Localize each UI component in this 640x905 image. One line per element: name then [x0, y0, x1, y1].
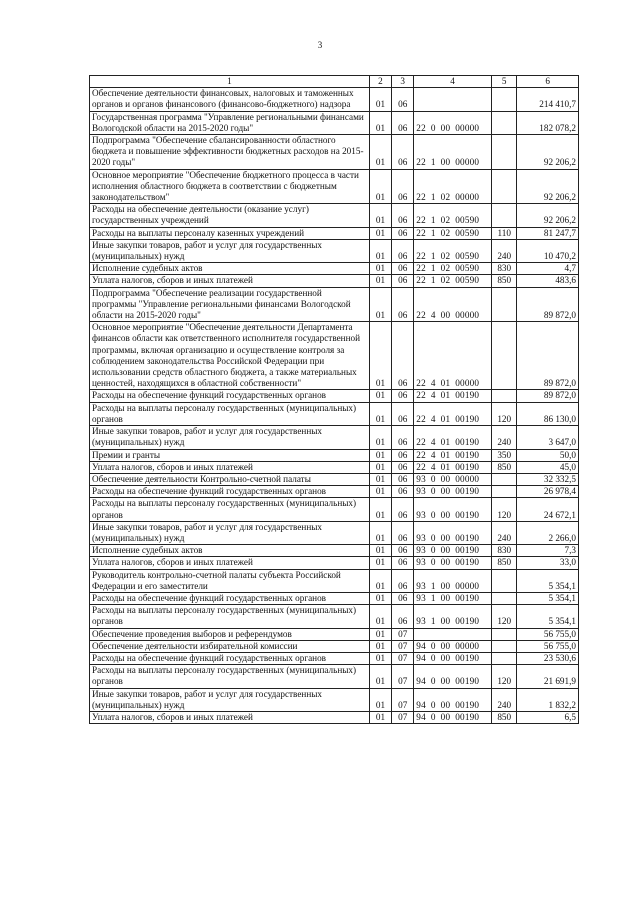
row-name-cell: Расходы на обеспечение функций государственных органов	[90, 486, 370, 498]
row-name-cell: Обеспечение деятельности Контрольно-счетной палаты	[90, 473, 370, 485]
table-row	[90, 605, 579, 628]
row-name-cell: Иные закупки товаров, работ и услуг для государственных (муниципальных) нужд	[90, 521, 370, 544]
row-section-cell: 01	[369, 169, 391, 204]
row-sum-cell: 86 130,0	[517, 402, 579, 425]
row-subsection-cell: 06	[392, 569, 414, 592]
row-section-cell: 01	[369, 88, 391, 111]
row-target-article-cell	[414, 628, 492, 640]
row-section-cell: 01	[369, 227, 391, 239]
row-target-article-cell: 22 0 00 00000	[414, 111, 492, 134]
row-target-article-cell: 22 1 02 00590	[414, 227, 492, 239]
row-expense-type-cell: 240	[492, 239, 517, 262]
row-section-cell: 01	[369, 449, 391, 461]
table-row	[90, 665, 579, 688]
row-expense-type-cell	[492, 169, 517, 204]
row-section-cell: 01	[369, 665, 391, 688]
row-name-cell: Уплата налогов, сборов и иных платежей	[90, 275, 370, 287]
row-target-article-cell: 93 0 00 00190	[414, 545, 492, 557]
row-name-cell: Расходы на обеспечение деятельности (оказание услуг) государственных учреждений	[90, 204, 370, 227]
row-subsection-cell: 06	[392, 486, 414, 498]
row-section-cell: 01	[369, 461, 391, 473]
row-subsection-cell: 07	[392, 711, 414, 723]
table-row	[90, 227, 579, 239]
row-expense-type-cell: 120	[492, 665, 517, 688]
row-section-cell: 01	[369, 628, 391, 640]
row-sum-cell: 5 354,1	[517, 569, 579, 592]
row-sum-cell: 4,7	[517, 263, 579, 275]
row-name-cell: Исполнение судебных актов	[90, 545, 370, 557]
row-section-cell: 01	[369, 557, 391, 569]
row-section-cell: 01	[369, 204, 391, 227]
row-name-cell: Расходы на выплаты персоналу казенных учреждений	[90, 227, 370, 239]
table-row	[90, 390, 579, 402]
row-expense-type-cell	[492, 486, 517, 498]
row-expense-type-cell	[492, 390, 517, 402]
row-target-article-cell: 22 4 01 00190	[414, 402, 492, 425]
row-subsection-cell: 06	[392, 111, 414, 134]
row-name-cell: Расходы на обеспечение функций государственных органов	[90, 652, 370, 664]
table-row	[90, 322, 579, 390]
table-row	[90, 640, 579, 652]
row-sum-cell: 1 832,2	[517, 688, 579, 711]
row-sum-cell: 45,0	[517, 461, 579, 473]
row-subsection-cell: 07	[392, 665, 414, 688]
row-target-article-cell: 93 1 00 00000	[414, 569, 492, 592]
row-target-article-cell: 93 0 00 00000	[414, 473, 492, 485]
row-target-article-cell: 94 0 00 00190	[414, 688, 492, 711]
row-target-article-cell: 22 4 01 00190	[414, 449, 492, 461]
row-subsection-cell: 06	[392, 204, 414, 227]
row-subsection-cell: 06	[392, 426, 414, 449]
row-expense-type-cell: 850	[492, 275, 517, 287]
row-expense-type-cell	[492, 592, 517, 604]
row-section-cell: 01	[369, 111, 391, 134]
row-sum-cell: 5 354,1	[517, 592, 579, 604]
row-expense-type-cell: 850	[492, 557, 517, 569]
row-expense-type-cell: 240	[492, 426, 517, 449]
row-sum-cell: 92 206,2	[517, 169, 579, 204]
row-expense-type-cell	[492, 322, 517, 390]
table-row	[90, 287, 579, 322]
row-expense-type-cell	[492, 135, 517, 170]
row-expense-type-cell	[492, 652, 517, 664]
row-sum-cell: 56 755,0	[517, 628, 579, 640]
row-section-cell: 01	[369, 711, 391, 723]
row-section-cell: 01	[369, 275, 391, 287]
table-row	[90, 521, 579, 544]
row-sum-cell: 10 470,2	[517, 239, 579, 262]
header-col-5: 5	[492, 76, 517, 88]
row-subsection-cell: 06	[392, 461, 414, 473]
row-target-article-cell: 93 0 00 00190	[414, 486, 492, 498]
table-row	[90, 88, 579, 111]
row-sum-cell: 89 872,0	[517, 322, 579, 390]
row-name-cell: Расходы на выплаты персоналу государственных (муниципальных) органов	[90, 665, 370, 688]
table-row	[90, 169, 579, 204]
table-row	[90, 486, 579, 498]
table-row	[90, 239, 579, 262]
row-expense-type-cell: 240	[492, 688, 517, 711]
table-row	[90, 688, 579, 711]
row-expense-type-cell	[492, 287, 517, 322]
row-target-article-cell: 22 4 01 00190	[414, 390, 492, 402]
row-sum-cell: 56 755,0	[517, 640, 579, 652]
row-section-cell: 01	[369, 135, 391, 170]
row-name-cell: Расходы на выплаты персоналу государственных (муниципальных) органов	[90, 402, 370, 425]
row-section-cell: 01	[369, 592, 391, 604]
table-row	[90, 204, 579, 227]
row-name-cell: Премии и гранты	[90, 449, 370, 461]
row-section-cell: 01	[369, 652, 391, 664]
row-subsection-cell: 07	[392, 628, 414, 640]
row-section-cell: 01	[369, 688, 391, 711]
row-section-cell: 01	[369, 521, 391, 544]
row-target-article-cell: 94 0 00 00190	[414, 711, 492, 723]
row-sum-cell: 2 266,0	[517, 521, 579, 544]
row-name-cell: Расходы на обеспечение функций государственных органов	[90, 390, 370, 402]
table-row	[90, 652, 579, 664]
row-subsection-cell: 06	[392, 390, 414, 402]
row-expense-type-cell: 120	[492, 402, 517, 425]
row-target-article-cell: 22 1 02 00590	[414, 275, 492, 287]
row-sum-cell: 92 206,2	[517, 204, 579, 227]
page-number: 3	[317, 40, 323, 50]
row-name-cell: Обеспечение деятельности финансовых, налоговых и таможенных органов и органов финансового (финансово-бюджетного) надзора	[90, 88, 370, 111]
row-name-cell: Подпрограмма "Обеспечение сбалансированности областного бюджета и повышение эффективности бюджетных расходов на 2015-2020 годы"	[90, 135, 370, 170]
row-subsection-cell: 06	[392, 557, 414, 569]
row-section-cell: 01	[369, 545, 391, 557]
row-name-cell: Основное мероприятие "Обеспечение бюджетного процесса в части исполнения областного бюджета в соответствии с бюджетным законодательством"	[90, 169, 370, 204]
table-row	[90, 426, 579, 449]
row-name-cell: Основное мероприятие "Обеспечение деятельности Департамента финансов области как ответственного исполнителя государственной программы, включая организацию и осуществление контроля за соблюдением законодательства Российской Федерации при использовании средств областного бюджета, а также материальных ценностей, находящихся в областной собственности"	[90, 322, 370, 390]
row-target-article-cell: 94 0 00 00000	[414, 640, 492, 652]
row-subsection-cell: 06	[392, 169, 414, 204]
row-name-cell: Подпрограмма "Обеспечение реализации государственной программы "Управление региональными финансами Вологодской области на 2015-2020 годы"	[90, 287, 370, 322]
row-target-article-cell: 22 4 00 00000	[414, 287, 492, 322]
row-expense-type-cell	[492, 569, 517, 592]
row-name-cell: Расходы на обеспечение функций государственных органов	[90, 592, 370, 604]
row-section-cell: 01	[369, 390, 391, 402]
row-sum-cell: 5 354,1	[517, 605, 579, 628]
row-subsection-cell: 07	[392, 640, 414, 652]
row-name-cell: Расходы на выплаты персоналу государственных (муниципальных) органов	[90, 498, 370, 521]
row-expense-type-cell: 350	[492, 449, 517, 461]
row-subsection-cell: 06	[392, 402, 414, 425]
row-expense-type-cell	[492, 111, 517, 134]
row-section-cell: 01	[369, 402, 391, 425]
row-sum-cell: 33,0	[517, 557, 579, 569]
row-section-cell: 01	[369, 239, 391, 262]
row-target-article-cell: 93 0 00 00190	[414, 521, 492, 544]
row-expense-type-cell: 120	[492, 498, 517, 521]
row-name-cell: Расходы на выплаты персоналу государственных (муниципальных) органов	[90, 605, 370, 628]
row-sum-cell: 6,5	[517, 711, 579, 723]
row-target-article-cell: 93 0 00 00190	[414, 498, 492, 521]
table-row	[90, 135, 579, 170]
row-target-article-cell: 93 0 00 00190	[414, 557, 492, 569]
row-sum-cell: 7,3	[517, 545, 579, 557]
row-name-cell: Исполнение судебных актов	[90, 263, 370, 275]
row-sum-cell: 26 978,4	[517, 486, 579, 498]
row-section-cell: 01	[369, 426, 391, 449]
table-header	[90, 76, 579, 88]
row-target-article-cell: 93 1 00 00190	[414, 592, 492, 604]
row-subsection-cell: 06	[392, 449, 414, 461]
row-section-cell: 01	[369, 322, 391, 390]
row-subsection-cell: 06	[392, 592, 414, 604]
table-row	[90, 275, 579, 287]
row-subsection-cell: 06	[392, 605, 414, 628]
row-target-article-cell	[414, 88, 492, 111]
table-row	[90, 592, 579, 604]
row-sum-cell: 21 691,9	[517, 665, 579, 688]
table-row	[90, 402, 579, 425]
row-subsection-cell: 06	[392, 88, 414, 111]
row-name-cell: Обеспечение проведения выборов и референдумов	[90, 628, 370, 640]
row-subsection-cell: 07	[392, 652, 414, 664]
row-subsection-cell: 06	[392, 498, 414, 521]
row-subsection-cell: 06	[392, 322, 414, 390]
row-section-cell: 01	[369, 569, 391, 592]
row-expense-type-cell: 850	[492, 711, 517, 723]
row-target-article-cell: 22 4 01 00000	[414, 322, 492, 390]
row-name-cell: Иные закупки товаров, работ и услуг для государственных (муниципальных) нужд	[90, 239, 370, 262]
row-expense-type-cell: 830	[492, 545, 517, 557]
row-sum-cell: 50,0	[517, 449, 579, 461]
table-row	[90, 498, 579, 521]
row-target-article-cell: 22 1 00 00000	[414, 135, 492, 170]
row-expense-type-cell	[492, 473, 517, 485]
header-col-4: 4	[414, 76, 492, 88]
row-sum-cell: 81 247,7	[517, 227, 579, 239]
table-row	[90, 449, 579, 461]
row-expense-type-cell: 850	[492, 461, 517, 473]
header-col-3: 3	[392, 76, 414, 88]
row-target-article-cell: 22 1 02 00590	[414, 263, 492, 275]
row-section-cell: 01	[369, 263, 391, 275]
row-subsection-cell: 06	[392, 239, 414, 262]
row-section-cell: 01	[369, 640, 391, 652]
table-body	[90, 88, 579, 724]
row-expense-type-cell	[492, 88, 517, 111]
row-subsection-cell: 06	[392, 545, 414, 557]
header-col-1: 1	[90, 76, 370, 88]
row-section-cell: 01	[369, 605, 391, 628]
row-subsection-cell: 07	[392, 688, 414, 711]
row-subsection-cell: 06	[392, 263, 414, 275]
row-sum-cell: 483,6	[517, 275, 579, 287]
row-sum-cell: 3 647,0	[517, 426, 579, 449]
header-col-6: 6	[517, 76, 579, 88]
row-section-cell: 01	[369, 287, 391, 322]
row-expense-type-cell: 240	[492, 521, 517, 544]
row-name-cell: Уплата налогов, сборов и иных платежей	[90, 711, 370, 723]
row-sum-cell: 23 530,6	[517, 652, 579, 664]
row-name-cell: Уплата налогов, сборов и иных платежей	[90, 461, 370, 473]
row-section-cell: 01	[369, 473, 391, 485]
row-expense-type-cell	[492, 204, 517, 227]
row-name-cell: Руководитель контрольно-счетной палаты субъекта Российской Федерации и его заместители	[90, 569, 370, 592]
table-row	[90, 461, 579, 473]
row-name-cell: Иные закупки товаров, работ и услуг для государственных (муниципальных) нужд	[90, 688, 370, 711]
row-sum-cell: 182 078,2	[517, 111, 579, 134]
row-target-article-cell: 93 1 00 00190	[414, 605, 492, 628]
table-row	[90, 111, 579, 134]
row-expense-type-cell	[492, 640, 517, 652]
row-target-article-cell: 22 4 01 00190	[414, 461, 492, 473]
row-subsection-cell: 06	[392, 521, 414, 544]
header-row	[90, 76, 579, 88]
row-name-cell: Обеспечение деятельности избирательной комиссии	[90, 640, 370, 652]
table-row	[90, 545, 579, 557]
table-row	[90, 263, 579, 275]
budget-table	[89, 75, 579, 724]
table-row	[90, 628, 579, 640]
table-row	[90, 711, 579, 723]
row-name-cell: Уплата налогов, сборов и иных платежей	[90, 557, 370, 569]
row-sum-cell: 24 672,1	[517, 498, 579, 521]
header-col-2: 2	[369, 76, 391, 88]
row-name-cell: Государственная программа "Управление региональными финансами Вологодской области на 2015-2020 годы"	[90, 111, 370, 134]
row-expense-type-cell: 110	[492, 227, 517, 239]
row-section-cell: 01	[369, 498, 391, 521]
row-sum-cell: 89 872,0	[517, 287, 579, 322]
row-target-article-cell: 22 4 01 00190	[414, 426, 492, 449]
row-name-cell: Иные закупки товаров, работ и услуг для государственных (муниципальных) нужд	[90, 426, 370, 449]
row-subsection-cell: 06	[392, 473, 414, 485]
row-subsection-cell: 06	[392, 275, 414, 287]
row-subsection-cell: 06	[392, 287, 414, 322]
row-section-cell: 01	[369, 486, 391, 498]
row-sum-cell: 89 872,0	[517, 390, 579, 402]
row-expense-type-cell: 830	[492, 263, 517, 275]
row-sum-cell: 32 332,5	[517, 473, 579, 485]
row-target-article-cell: 22 1 02 00590	[414, 239, 492, 262]
row-target-article-cell: 94 0 00 00190	[414, 665, 492, 688]
table-row	[90, 473, 579, 485]
row-expense-type-cell: 120	[492, 605, 517, 628]
row-subsection-cell: 06	[392, 135, 414, 170]
row-sum-cell: 92 206,2	[517, 135, 579, 170]
row-subsection-cell: 06	[392, 227, 414, 239]
row-target-article-cell: 22 1 02 00000	[414, 169, 492, 204]
row-target-article-cell: 22 1 02 00590	[414, 204, 492, 227]
row-target-article-cell: 94 0 00 00190	[414, 652, 492, 664]
table-row	[90, 569, 579, 592]
table-row	[90, 557, 579, 569]
row-expense-type-cell	[492, 628, 517, 640]
row-sum-cell: 214 410,7	[517, 88, 579, 111]
